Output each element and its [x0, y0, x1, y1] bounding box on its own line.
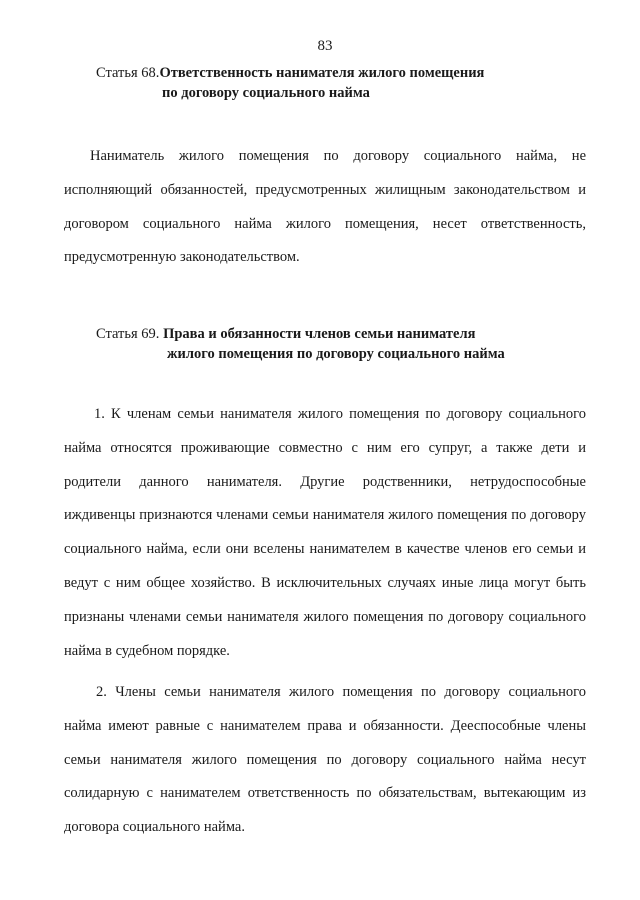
- article-68-title-line2: по договору социального найма: [162, 85, 370, 101]
- article-68-title-line1: Ответственность нанимателя жилого помещения: [159, 65, 485, 81]
- article-69-title-line1: Права и обязанности членов семьи нанимателя: [163, 326, 476, 342]
- article-68-prefix: Статья 68.: [96, 65, 160, 81]
- article-69-paragraph-2: 2. Члены семьи нанимателя жилого помещения по договору социального найма имеют равные с нанимателем права и обязанности. Дееспособные члены семьи нанимателя жилого помещения по договору социального найма несут солидарную с нанимателем ответственность по обязательствам, вытекающим из договора социального найма.: [64, 684, 586, 836]
- article-69-paragraph-1: 1. К членам семьи нанимателя жилого помещения по договору социального найма относятся проживающие совместно с ним его супруг, а также дети и родители данного нанимателя. Другие родственники, нетрудоспособные иждивенцы признаются членами семьи нанимателя жилого помещения по договору социального найма, если они вселены нанимателем в качестве членов его семьи и ведут с ним общее хозяйство. В исключительных случаях иные лица могут быть признаны членами семьи нанимателя жилого помещения по договору социального найма в судебном порядке.: [64, 406, 586, 659]
- article-68-heading: [96, 63, 516, 103]
- page-number: 83: [317, 38, 333, 54]
- article-69-prefix: Статья 69.: [96, 326, 164, 342]
- article-69-title-line2: жилого помещения по договору социального найма: [167, 346, 505, 362]
- article-69-heading: [96, 324, 505, 364]
- article-68-paragraph: Наниматель жилого помещения по договору социального найма, не исполняющий обязанностей, предусмотренных жилищным законодательством и договором социального найма жилого помещения, несет ответственность, предусмотренную законодательством.: [64, 148, 586, 266]
